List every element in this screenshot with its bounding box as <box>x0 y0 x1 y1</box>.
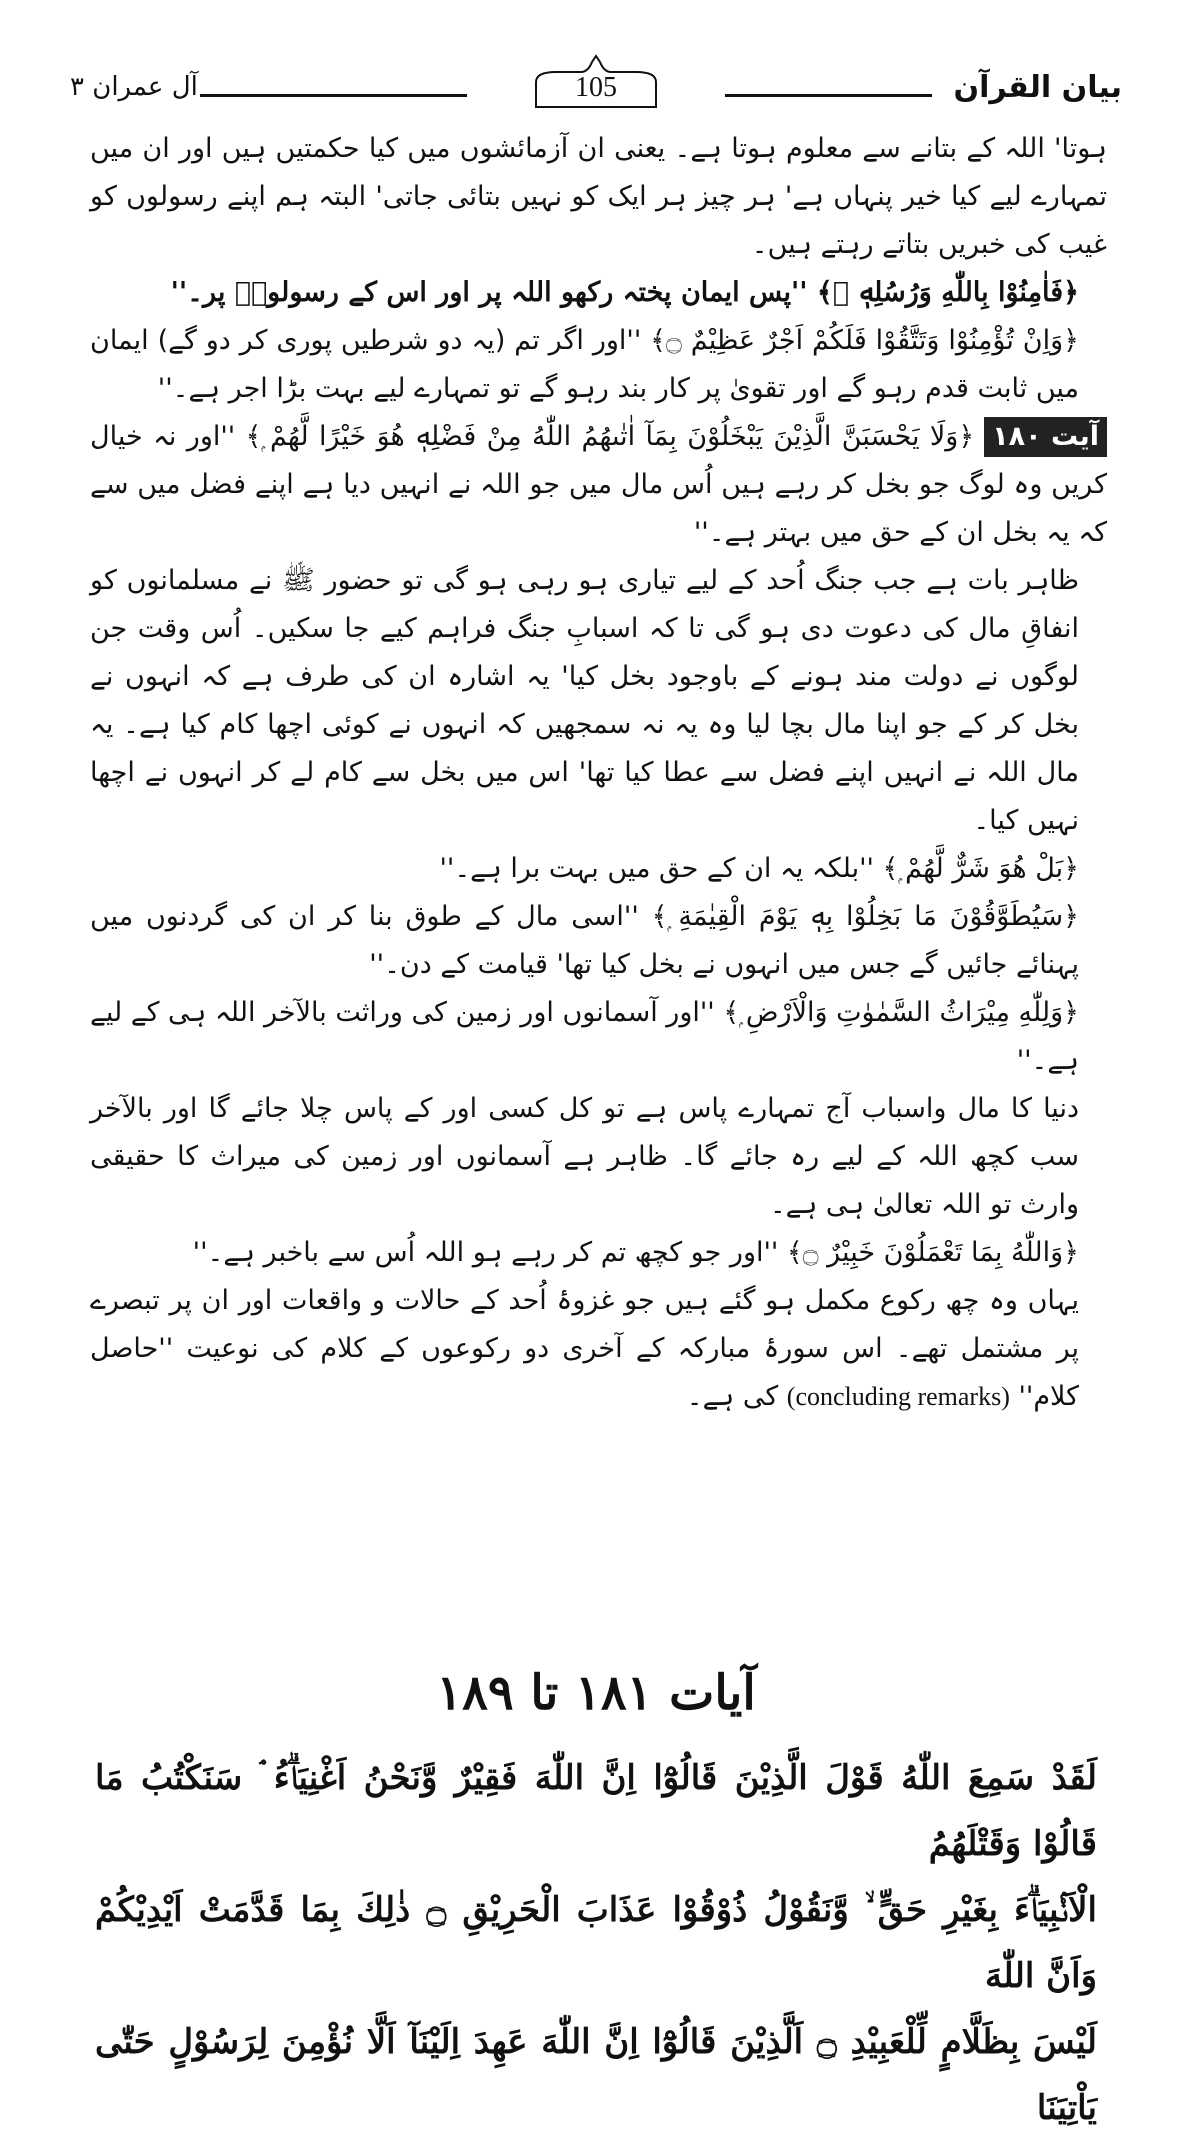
verse-paragraph: ﴿وَاِنْ تُؤْمِنُوْا وَتَتَّقُوْا فَلَكُمْ اَجْرٌ عَظِيْمٌ ۝﴾ ''اور اگر تم (یہ دو شرطیں پوری کر دو گے) ایمان میں ثابت قدم رہو گے اور تقویٰ پر کار بند رہو گے تو تمہارے لیے بہت بڑا اجر ہے۔'' <box>90 325 1079 404</box>
ayat-label: آیت ۱۸۰ <box>984 417 1107 457</box>
verse-paragraph: ﴿بَلْ هُوَ شَرٌّ لَّهُمْ ۭ﴾ ''بلکہ یہ ان کے حق میں بہت برا ہے۔'' <box>439 853 1079 884</box>
arabic-line: لَيْسَ بِظَلَّامٍ لِّلْعَبِيْدِ ۝ اَلَّذِيْنَ قَالُوْٓا اِنَّ اللّٰهَ عَهِدَ اِلَيْنَآ اَلَّا نُؤْمِنَ لِرَسُوْلٍ حَتّٰى يَاْتِيَنَا <box>95 2022 1097 2128</box>
arabic-verses <box>95 1745 1097 2141</box>
english-term: (concluding remarks) <box>786 1382 1010 1411</box>
verse-paragraph: ﴿وَلِلّٰهِ مِيْرَاثُ السَّمٰوٰتِ وَالْاَرْضِ ۭ﴾ ''اور آسمانوں اور زمین کی وراثت بالآخر اللہ ہی کے لیے ہے۔'' <box>90 997 1079 1076</box>
section-heading: آیات ۱۸۱ تا ۱۸۹ <box>436 1665 756 1721</box>
page-number: 105 <box>575 72 617 103</box>
verse-text: ﴿وَلَا يَحْسَبَنَّ الَّذِيْنَ يَبْخَلُوْنَ بِمَآ اٰتٰىهُمُ اللّٰهُ مِنْ فَضْلِهٖ هُوَ خَيْرًا لَّهُمْ ۭ﴾ ''اور نہ خیال کریں وہ لوگ جو بخل کر رہے ہیں اُس مال میں جو اللہ نے انہیں دیا ہے اپنے فضل میں سے کہ یہ بخل ان کے حق میں بہتر ہے۔'' <box>90 421 1107 548</box>
paragraph-tail: کی ہے۔ <box>686 1381 779 1412</box>
surah-name: آل عمران ۳ <box>70 72 198 102</box>
paragraph: ہوتا' اللہ کے بتانے سے معلوم ہوتا ہے۔ یعنی ان آزمائشوں میں کیا حکمتیں ہیں اور ان میں تمہارے لیے کیا خیر پنہاں ہے' ہر چیز ہر ایک کو نہیں بتائی جاتی' البتہ ہم اپنے رسولوں کو غیب کی خبریں بتاتے رہتے ہیں۔ <box>90 133 1107 260</box>
verse-paragraph: ﴿وَاللّٰهُ بِمَا تَعْمَلُوْنَ خَبِيْرٌ ۝﴾ ''اور جو کچھ تم کر رہے ہو اللہ اُس سے باخبر ہے۔'' <box>192 1237 1079 1268</box>
paragraph: دنیا کا مال واسباب آج تمہارے پاس ہے تو کل کسی اور کے پاس چلا جائے گا اور بالآخر سب کچھ اللہ کے لیے رہ جائے گا۔ ظاہر ہے آسمانوں اور زمین کی میراث کا حقیقی وارث تو اللہ تعالیٰ ہی ہے۔ <box>90 1093 1079 1220</box>
book-title: بیان القرآن <box>953 70 1122 105</box>
paragraph-text: یہاں وہ چھ رکوع مکمل ہو گئے ہیں جو غزوۂ اُحد کے حالات و واقعات اور ان پر تبصرے پر مشتمل تھے۔ اس سورۂ مبارکہ کے آخری دو رکوعوں کے کلام کی نوعیت ''حاصل کلام'' <box>90 1285 1079 1412</box>
verse-paragraph <box>90 413 1107 557</box>
verse-paragraph: ﴿فَاٰمِنُوْا بِاللّٰهِ وَرُسُلِهٖ ۚ﴾ ''پس ایمان پختہ رکھو اللہ پر اور اس کے رسولوںؑ پر۔'' <box>170 277 1079 308</box>
arabic-line: لَقَدْ سَمِعَ اللّٰهُ قَوْلَ الَّذِيْنَ قَالُوْٓا اِنَّ اللّٰهَ فَقِيْرٌ وَّنَحْنُ اَغْنِيَاۗءُ ۘ سَنَكْتُبُ مَا قَالُوْا وَقَتْلَهُمُ <box>95 1758 1097 1864</box>
arabic-line: الْاَنْۢبِيَاۗءَ بِغَيْرِ حَقٍّ ۙ وَّنَقُوْلُ ذُوْقُوْا عَذَابَ الْحَرِيْقِ ۝ ذٰلِكَ بِمَا قَدَّمَتْ اَيْدِيْكُمْ وَاَنَّ اللّٰهَ <box>95 1890 1097 1996</box>
header-rule-right <box>725 94 932 97</box>
verse-paragraph: ﴿سَيُطَوَّقُوْنَ مَا بَخِلُوْا بِهٖ يَوْمَ الْقِيٰمَةِ ۭ﴾ ''اسی مال کے طوق بنا کر ان کی گردنوں میں پہنائے جائیں گے جس میں انہوں نے بخل کیا تھا' قیامت کے دن۔'' <box>90 901 1079 980</box>
header-rule-left <box>200 94 467 97</box>
paragraph: ظاہر بات ہے جب جنگ اُحد کے لیے تیاری ہو رہی ہو گی تو حضور ﷺ نے مسلمانوں کو انفاقِ مال کی دعوت دی ہو گی تا کہ اسبابِ جنگ فراہم کیے جا سکیں۔ اُس وقت جن لوگوں نے دولت مند ہونے کے باوجود بخل کیا' یہ اشارہ ان کی طرف ہے کہ انہوں نے بخل کر کے جو اپنا مال بچا لیا وہ یہ نہ سمجھیں کہ انہوں نے کوئی اچھا کام کیا ہے۔ یہ مال اللہ نے انہیں اپنے فضل سے عطا کیا تھا' اس میں بخل سے کام لے کر انہوں نے اچھا نہیں کیا۔ <box>90 565 1079 836</box>
page-number-badge <box>526 52 666 112</box>
page-header <box>70 52 1122 122</box>
paragraph <box>90 1277 1107 1421</box>
commentary-body <box>90 125 1107 1421</box>
